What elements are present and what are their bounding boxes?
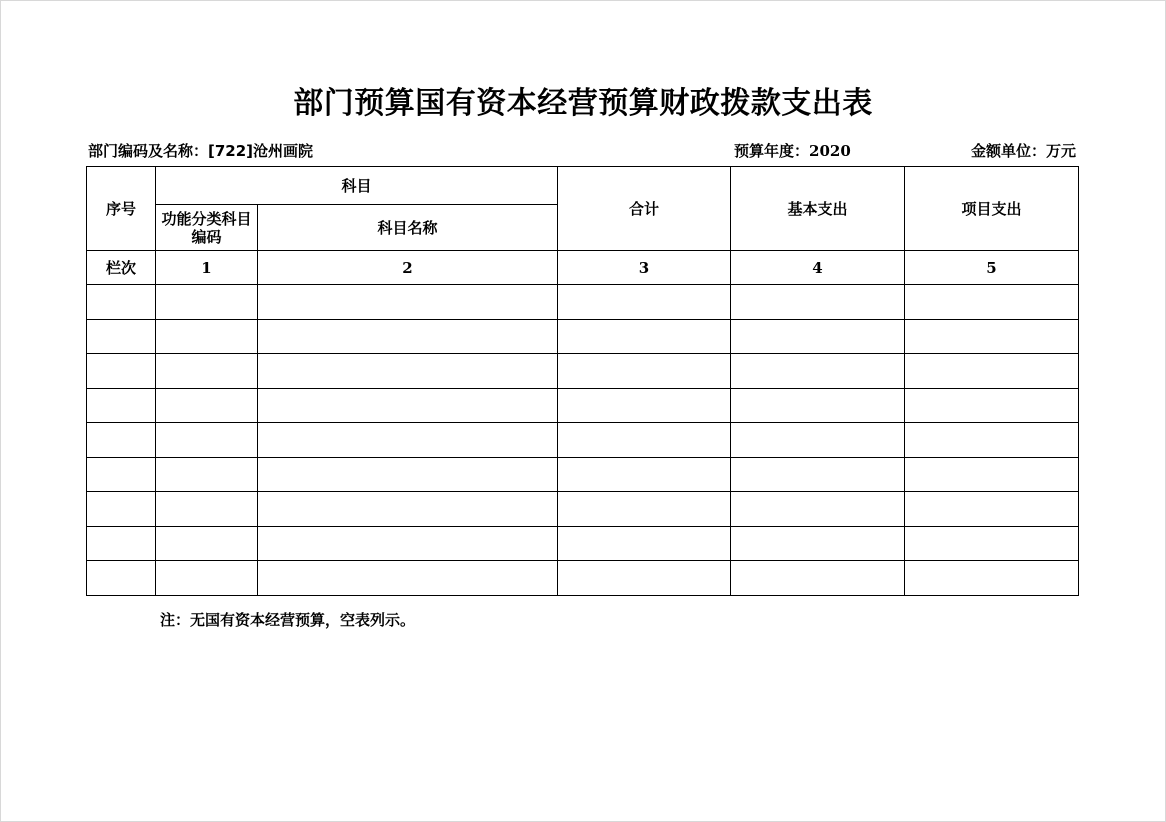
table-row (87, 526, 1079, 561)
table-cell (87, 285, 156, 320)
table-row (87, 561, 1079, 596)
table-cell (258, 285, 558, 320)
table-row (87, 319, 1079, 354)
amount-unit-label: 金额单位： (970, 142, 1046, 160)
data-rows (87, 285, 1079, 596)
table-cell (258, 319, 558, 354)
table-cell (905, 423, 1079, 458)
table-cell (731, 354, 905, 389)
table-cell (905, 526, 1079, 561)
table-cell (87, 354, 156, 389)
table-cell (731, 561, 905, 596)
table-cell (156, 492, 258, 527)
department-info (88, 141, 313, 161)
table-cell (87, 561, 156, 596)
table-cell (258, 388, 558, 423)
table-cell (87, 457, 156, 492)
department-label: 部门编码及名称： (88, 142, 209, 160)
table-cell (731, 285, 905, 320)
table-cell (558, 526, 731, 561)
table-cell (87, 319, 156, 354)
table-cell (156, 388, 258, 423)
table-cell (156, 285, 258, 320)
amount-unit-info (971, 141, 1076, 161)
table-cell (87, 492, 156, 527)
budget-year-value: 2020 (809, 142, 851, 160)
table-cell (156, 354, 258, 389)
column-number-label: 栏次 (87, 251, 156, 285)
table-row (87, 492, 1079, 527)
table-cell (156, 423, 258, 458)
table-row (87, 457, 1079, 492)
table-cell (905, 285, 1079, 320)
table-cell (258, 457, 558, 492)
header-row-1 (87, 167, 1079, 205)
table-row (87, 354, 1079, 389)
document-title: 部门预算国有资本经营预算财政拨款支出表 (293, 86, 873, 121)
header-subject-name: 科目名称 (258, 205, 558, 251)
table-cell (905, 561, 1079, 596)
header-basic-expenditure: 基本支出 (731, 167, 905, 251)
table-cell (156, 457, 258, 492)
budget-year-label: 预算年度： (734, 142, 810, 160)
table-cell (156, 526, 258, 561)
table-cell (87, 388, 156, 423)
header-subject: 科目 (156, 167, 558, 205)
column-number-row (87, 251, 1079, 285)
table-cell (258, 561, 558, 596)
amount-unit-value: 万元 (1045, 142, 1076, 160)
column-number-cell: 1 (156, 251, 258, 285)
table-cell (258, 492, 558, 527)
table-cell (558, 285, 731, 320)
table-cell (258, 526, 558, 561)
header-seq: 序号 (87, 167, 156, 251)
table-cell (558, 354, 731, 389)
table-cell (156, 561, 258, 596)
table-cell (731, 388, 905, 423)
table-cell (731, 423, 905, 458)
table-cell (905, 354, 1079, 389)
table-cell (558, 492, 731, 527)
table-cell (731, 457, 905, 492)
table-row (87, 285, 1079, 320)
table-cell (558, 457, 731, 492)
header-function-code: 功能分类科目编码 (156, 205, 258, 251)
table-cell (258, 423, 558, 458)
table-row (87, 388, 1079, 423)
table-cell (558, 388, 731, 423)
table-cell (156, 319, 258, 354)
table-cell (905, 319, 1079, 354)
column-number-cell: 3 (558, 251, 731, 285)
table-cell (558, 561, 731, 596)
table-cell (731, 492, 905, 527)
column-number-cell: 2 (258, 251, 558, 285)
budget-table (86, 166, 1079, 596)
table-cell (731, 319, 905, 354)
department-value: [722]沧州画院 (208, 142, 314, 160)
table-cell (87, 423, 156, 458)
header-total: 合计 (558, 167, 731, 251)
table-note: 注：无国有资本经营预算，空表列示。 (160, 611, 416, 629)
column-number-cell: 4 (731, 251, 905, 285)
table-cell (905, 492, 1079, 527)
column-number-cell: 5 (905, 251, 1079, 285)
table-cell (731, 526, 905, 561)
table-cell (87, 526, 156, 561)
table-cell (558, 319, 731, 354)
table-cell (558, 423, 731, 458)
budget-year-info (734, 141, 851, 161)
table-cell (258, 354, 558, 389)
table-cell (905, 457, 1079, 492)
header-project-expenditure: 项目支出 (905, 167, 1079, 251)
table-cell (905, 388, 1079, 423)
table-row (87, 423, 1079, 458)
